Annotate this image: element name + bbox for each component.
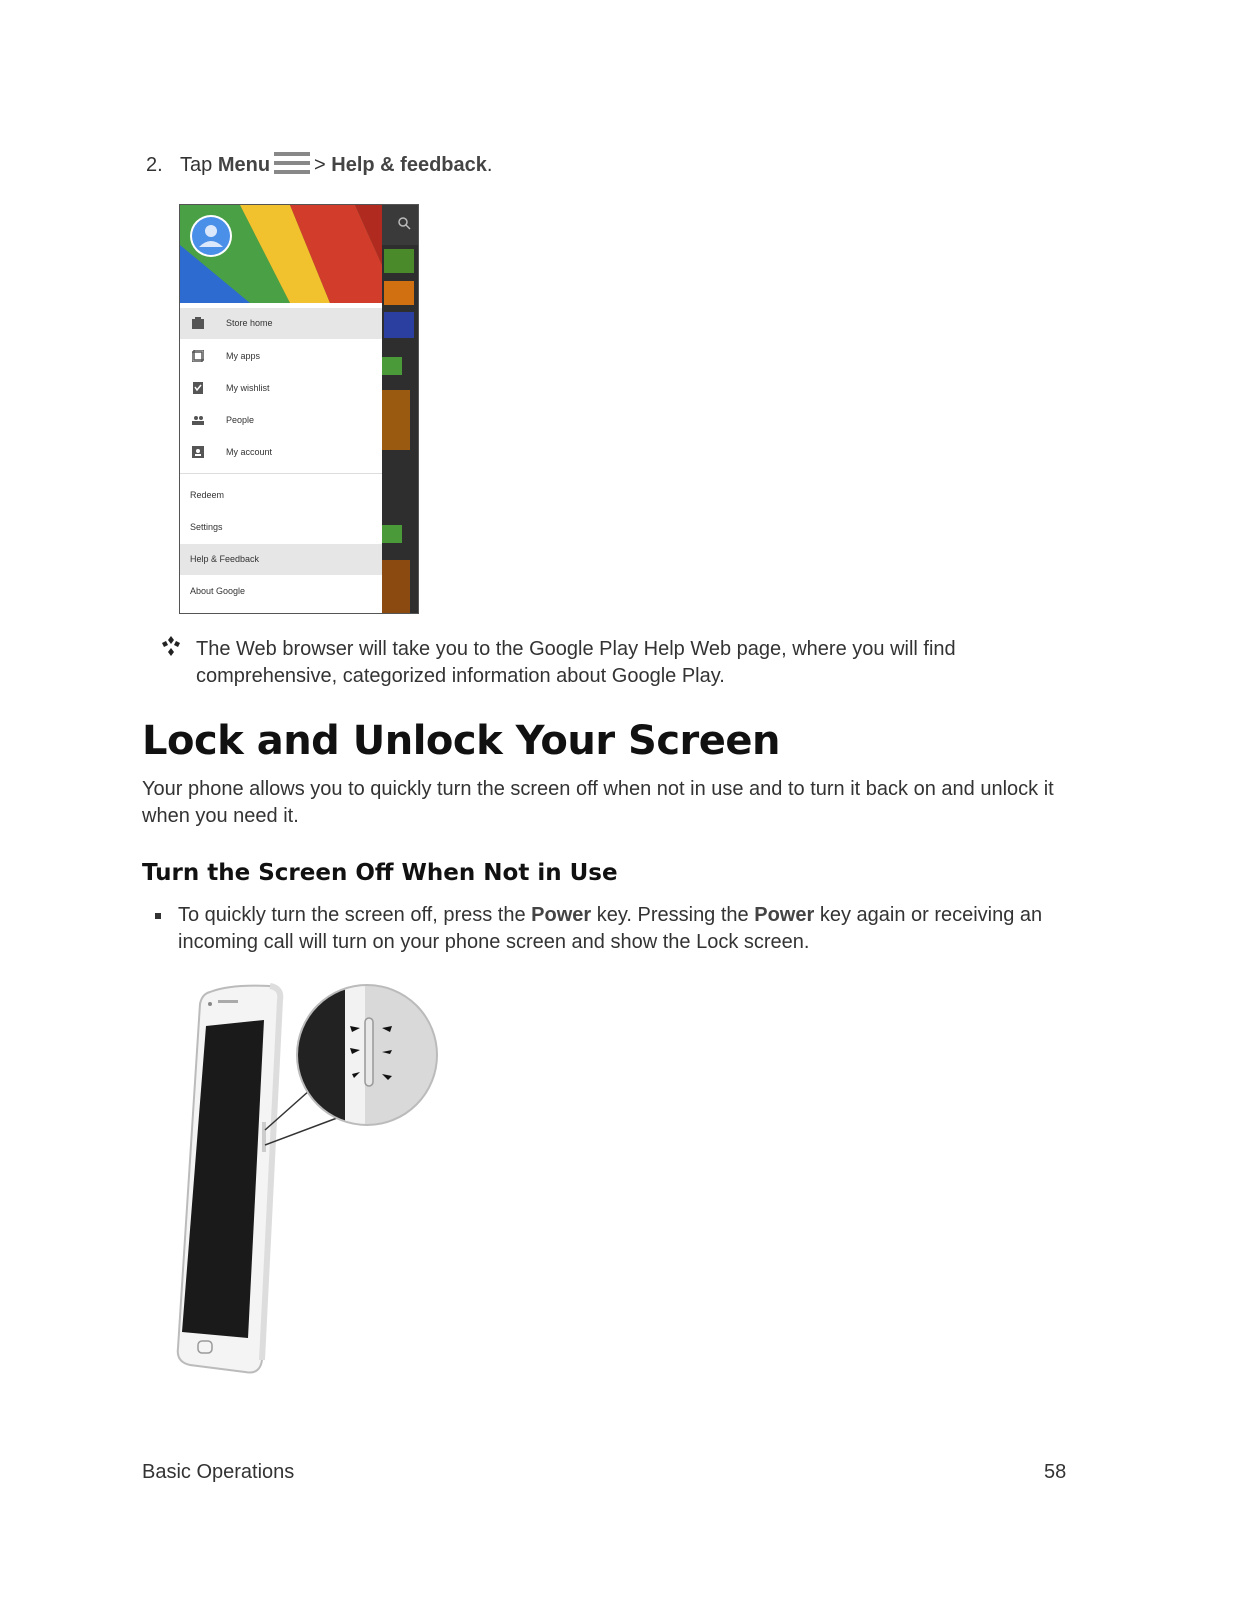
footer-section: Basic Operations: [142, 1461, 295, 1483]
drawer-item-label: People: [226, 415, 255, 425]
step-menu: Menu: [217, 154, 271, 176]
menu-icon: [274, 150, 310, 176]
power-key-label: Power: [754, 904, 815, 926]
bullet-text-part: key again or receiving an incoming call will turn on your phone screen and show the Lock screen.: [178, 904, 1043, 953]
store-icon: [192, 317, 204, 329]
bullet-marker: [155, 913, 161, 919]
drawer-divider: [180, 473, 382, 474]
drawer-header: [180, 205, 382, 303]
step-target: Help & feedback: [331, 154, 487, 176]
note-text: The Web browser will take you to the Google Play Help Web page, where you will find comprehensive, categorized information about Google Play.: [196, 638, 956, 687]
bullet-text-part: key. Pressing the: [591, 904, 755, 926]
bullet-text: [178, 902, 1078, 956]
drawer-item-about-google[interactable]: [180, 576, 382, 607]
note-icon: [160, 636, 182, 666]
drawer-item-label: My apps: [226, 351, 261, 361]
subsection-heading: Turn the Screen Off When Not in Use: [142, 860, 618, 886]
drawer-item-settings[interactable]: [180, 512, 382, 543]
step-period: .: [486, 154, 493, 176]
drawer-item-redeem[interactable]: [180, 480, 382, 511]
drawer-item-people[interactable]: [180, 405, 382, 436]
drawer-item-label: Settings: [190, 522, 223, 532]
step-sep: >: [314, 154, 326, 176]
drawer-item-label: Store home: [226, 318, 273, 328]
drawer-item-label: Redeem: [190, 490, 225, 500]
drawer-item-help-feedback[interactable]: [180, 544, 382, 575]
drawer-item-label: About Google: [190, 586, 246, 596]
step-2: [146, 150, 492, 177]
page-number: 58: [1044, 1461, 1067, 1483]
power-key-label: Power: [531, 904, 592, 926]
phone-illustration: [170, 980, 450, 1380]
drawer-item-my-apps[interactable]: [180, 341, 382, 372]
background-content: [382, 205, 418, 613]
bullet-text-part: To quickly turn the screen off, press the: [178, 904, 532, 926]
step-tap: Tap: [180, 154, 213, 176]
people-icon: [192, 414, 204, 426]
play-store-screenshot: [179, 204, 419, 614]
account-icon: [192, 446, 204, 458]
step-number: 2.: [146, 154, 163, 176]
avatar: [190, 215, 232, 257]
intro-paragraph: Your phone allows you to quickly turn the screen off when not in use and to turn it back on and unlock it when you need it.: [142, 778, 1054, 827]
wishlist-icon: [192, 382, 204, 394]
drawer-item-label: Help & Feedback: [190, 554, 260, 564]
drawer-item-my-account[interactable]: [180, 437, 382, 468]
drawer-item-label: My account: [226, 447, 273, 457]
drawer-item-label: My wishlist: [226, 383, 270, 393]
section-heading: Lock and Unlock Your Screen: [142, 718, 781, 764]
navigation-drawer: [180, 205, 382, 613]
drawer-item-store-home[interactable]: [180, 308, 382, 339]
drawer-item-my-wishlist[interactable]: [180, 373, 382, 404]
apps-icon: [192, 350, 204, 362]
